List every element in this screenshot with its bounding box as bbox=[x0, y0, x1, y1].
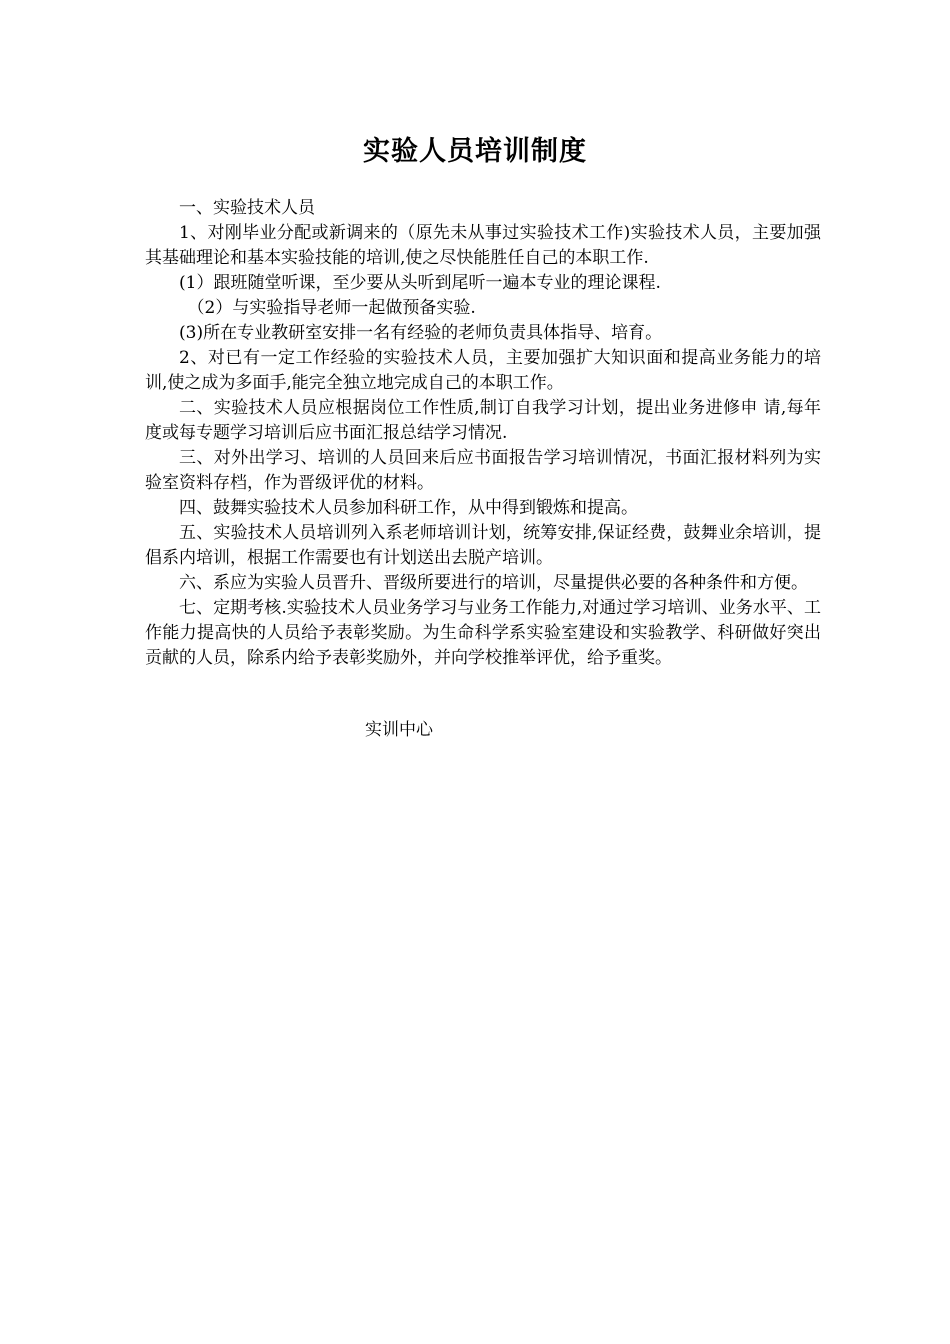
section-heading-1: 一、实验技术人员 bbox=[179, 198, 315, 218]
paragraph-experienced-staff: 2、对已有一定工作经验的实验技术人员，主要加强扩大知识面和提高业务能力的培训,使之成为多面手,能完全独立地完成自己的本职工作。 bbox=[145, 348, 821, 393]
list-item-3: (3)所在专业教研室安排一名有经验的老师负责具体指导、培育。 bbox=[179, 323, 663, 343]
list-item-1: (1）跟班随堂听课，至少要从头听到尾听一遍本专业的理论课程. bbox=[179, 273, 661, 293]
document-title: 实验人员培训制度 bbox=[363, 136, 587, 167]
list-item-2: （2）与实验指导老师一起做预备实验. bbox=[187, 298, 476, 318]
paragraph-section-7: 七、定期考核.实验技术人员业务学习与业务工作能力,对通过学习培训、业务水平、工作能力提高快的人员给予表彰奖励。为生命科学系实验室建设和实验教学、科研做好突出贡献的人员，除系内给予表彰奖励外，并向学校推举评优，给予重奖。 bbox=[145, 598, 821, 668]
paragraph-section-2: 二、实验技术人员应根据岗位工作性质,制订自我学习计划，提出业务进修申 请,每年度或每专题学习培训后应书面汇报总结学习情况. bbox=[145, 398, 821, 443]
paragraph-new-staff: 1、对刚毕业分配或新调来的（原先未从事过实验技术工作)实验技术人员，主要加强其基础理论和基本实验技能的培训,使之尽快能胜任自己的本职工作. bbox=[145, 223, 821, 268]
paragraph-section-6: 六、系应为实验人员晋升、晋级所要进行的培训，尽量提供必要的各种条件和方便。 bbox=[179, 573, 808, 593]
paragraph-section-5: 五、实验技术人员培训列入系老师培训计划，统筹安排,保证经费，鼓舞业余培训，提倡系内培训，根据工作需要也有计划送出去脱产培训。 bbox=[145, 523, 821, 568]
signature: 实训中心 bbox=[365, 720, 433, 740]
document-body bbox=[145, 196, 821, 671]
paragraph-section-4: 四、鼓舞实验技术人员参加科研工作，从中得到锻炼和提高。 bbox=[179, 498, 638, 518]
paragraph-section-3: 三、对外出学习、培训的人员回来后应书面报告学习培训情况，书面汇报材料列为实验室资料存档，作为晋级评优的材料。 bbox=[145, 448, 821, 493]
